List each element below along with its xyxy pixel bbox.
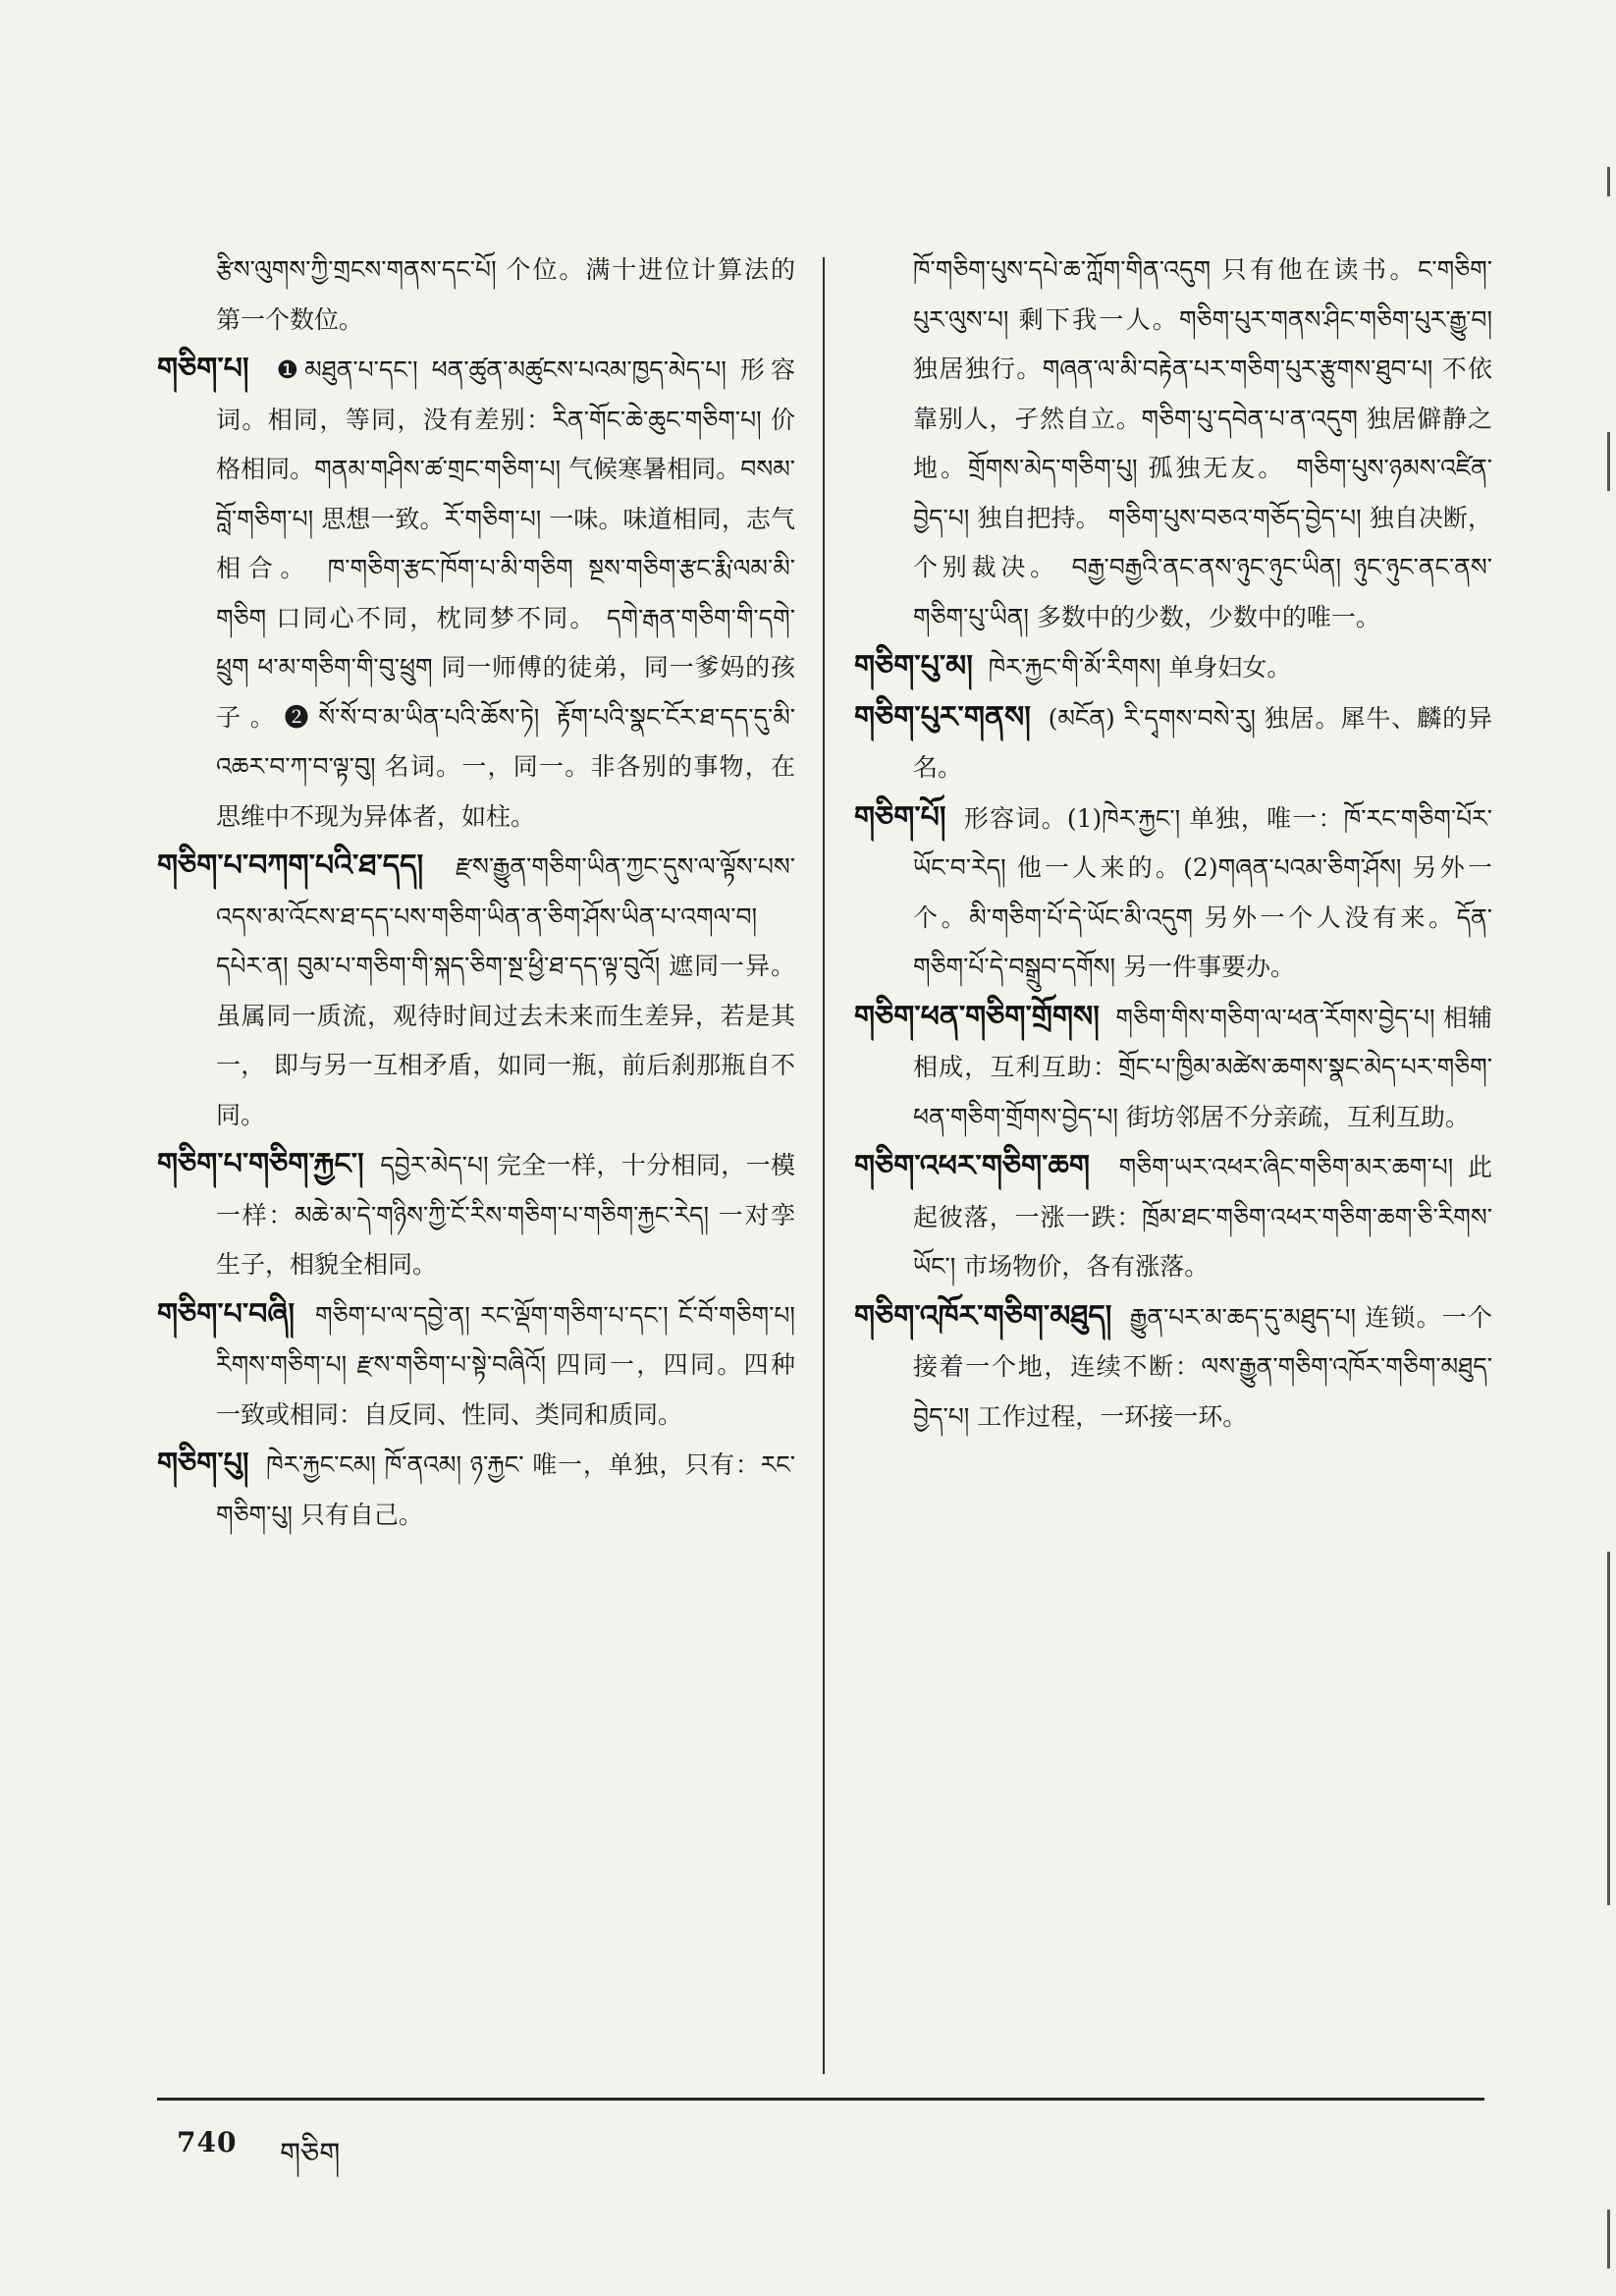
left-column xyxy=(157,246,795,1540)
entry xyxy=(854,693,1492,793)
headword: གཅིག་ཕན་གཅིག་གྲོགས། xyxy=(854,999,1100,1034)
headword: གཅིག་པོ། xyxy=(854,799,946,835)
running-head: གཅིག xyxy=(280,2137,341,2171)
entry-text: ཁེར་རྐྱང་གི་མོ་རིགས། 单身妇女。 xyxy=(988,653,1292,682)
entry xyxy=(157,345,795,842)
entry-text: གཅིག་པ་ལ་དབྱེ་ན། རང་ལྡོག་གཅིག་པ་དང་། ངོ་བོ་གཅིག་པ། རིགས་གཅིག་པ། རྫས་གཅིག་པ་སྟེ་བཞིའོ། 四同一，四同。四种一致或相同：自反同、性同、类同和质同。 xyxy=(216,1300,795,1429)
entry xyxy=(157,842,795,1140)
headword: གཅིག་པུ། xyxy=(157,1447,249,1481)
entry-text: གཅིག་ཡར་འཕར་ཞིང་གཅིག་མར་ཆག་པ། 此起彼落，一涨一跌：ཁྲོམ་ཐང་གཅིག་འཕར་གཅིག་ཆག་ཅི་རིགས་ཡོང་། 市场物价，各有涨落。 xyxy=(913,1153,1492,1281)
headword: གཅིག་པ། xyxy=(157,352,249,386)
column-divider xyxy=(823,257,825,2074)
entry-text: དབྱེར་མེད་པ། 完全一样，十分相同，一模一样：མཆེ་མ་དེ་གཉིས་ཀྱི་ངོ་རིས་གཅིག་པ་གཅིག་རྐྱང་རེད། 一对孪生子，相貌全相同。 xyxy=(216,1151,795,1279)
entry-text: (མངོན) རི་དྭགས་བསེ་རུ། 独居。犀牛、麟的异名。 xyxy=(913,703,1492,782)
entry xyxy=(157,1440,795,1540)
headword: གཅིག་པ་གཅིག་རྐྱང་། xyxy=(157,1147,364,1181)
right-column xyxy=(854,246,1492,1442)
headword: གཅིག་པ་བཞི། xyxy=(157,1296,296,1332)
entry-text: ཁོ་གཅིག་པུས་དཔེ་ཆ་ཀློག་གིན་འདུག 只有他在读书。ང་གཅིག་པུར་ལུས་པ། 剩下我一人。གཅིག་པུར་གནས་ཤིང་གཅིག་པུར་རྒྱུ་བ། 独居独行。གཞན་ལ་མི་བརྟེན་པར་གཅིག་པུར་རྩུགས་ཐུབ་པ། 不依靠别人，孑然自立。གཅིག་པུ་དབེན་པ་ན་འདུག 独居僻静之地。གྲོགས་མེད་གཅིག་པུ། 孤独无友。 གཅིག་པུས་ཉམས་འཛིན་བྱེད་པ། 独自把持。 གཅིག་པུས་བཅའ་གཅོད་བྱེད་པ། 独自决断，个别裁决。 བརྒྱ་བརྒྱའི་ནང་ནས་ཉུང་ཉུང་ཡིན། ཉུང་ཉུང་ནང་ནས་གཅིག་པུ་ཡིན། 多数中的少数，少数中的唯一。 xyxy=(913,255,1492,631)
footer-rule xyxy=(157,2098,1484,2101)
headword: གཅིག་འཁོར་གཅིག་མཐུད། xyxy=(854,1298,1112,1334)
entry xyxy=(854,993,1492,1143)
entry xyxy=(157,1140,795,1290)
entry xyxy=(854,1292,1492,1443)
entry-text: གཅིག་གིས་གཅིག་ལ་ཕན་རོགས་བྱེད་པ། 相辅相成，互利互助：གྲོང་པ་ཁྱིམ་མཚེས་ཆགས་སྣང་མེད་པར་གཅིག་ཕན་གཅིག་གྲོགས་བྱེད་པ། 街坊邻居不分亲疏，互利互助。 xyxy=(913,1003,1492,1131)
headword: གཅིག་པུ་མ། xyxy=(854,649,973,683)
entry-text: རྒྱུན་པར་མ་ཆད་དུ་མཐུད་པ། 连锁。一个接着一个地，连续不断：ལས་རྒྱུན་གཅིག་འཁོར་གཅིག་མཐུད་བྱེད་པ། 工作过程，一环接一环。 xyxy=(913,1302,1492,1431)
entry xyxy=(854,642,1492,693)
entry xyxy=(854,793,1492,993)
headword: གཅིག་འཕར་གཅིག་ཆག xyxy=(854,1149,1090,1183)
entry-text: རྩིས་ལུགས་ཀྱི་གྲངས་གནས་དང་པོ། 个位。满十进位计算法的第一个数位。 xyxy=(216,255,795,334)
page-edge-marks xyxy=(1596,0,1616,2296)
entry xyxy=(157,1290,795,1441)
entry-text: ❶མཐུན་པ་དང་། ཕན་ཚུན་མཚུངས་པའམ་ཁྱད་མེད་པ། 形容词。相同，等同，没有差别：རིན་གོང་ཆེ་ཆུང་གཅིག་པ། 价格相同。གནམ་གཤིས་ཚ་གྲང་གཅིག་པ། 气候寒暑相同。བསམ་བློ་གཅིག་པ། 思想一致。རོ་གཅིག་པ། 一味。味道相同，志气相合。 ཁ་གཅིག་རྩང་ཁོག་པ་མི་གཅིག སྔས་གཅིག་རྩང་རྨི་ལམ་མི་གཅིག 口同心不同，枕同梦不同。 དགེ་རྒན་གཅིག་གི་དགེ་ཕྲུག ཕ་མ་གཅིག་གི་བུ་ཕྲུག 同一师傅的徒弟，同一爹妈的孩子。❷སོ་སོ་བ་མ་ཡིན་པའི་ཆོས་ཏེ། རྟོག་པའི་སྣང་ངོར་ཐ་དད་དུ་མི་འཆར་བ་ཀ་བ་ལྟ་བུ། 名词。一，同一。非各别的事物，在思维中不现为异体者，如柱。 xyxy=(216,355,795,831)
headword: གཅིག་པུར་གནས། xyxy=(854,699,1031,735)
page-number: 740 xyxy=(177,2126,238,2159)
entry xyxy=(854,246,1492,642)
entry-text: ཁེར་རྐྱང་ངམ། ཁོ་ནའམ། ཉ་རྐྱང་ 唯一，单独，只有：རང་གཅིག་པུ། 只有自己。 xyxy=(216,1450,795,1529)
headword: གཅིག་པ་བཀག་པའི་ཐ་དད། xyxy=(157,848,424,883)
entry-text: རྫས་རྒྱུན་གཅིག་ཡིན་ཀྱང་དུས་ལ་ལྟོས་པས་འདས་མ་འོངས་ཐ་དད་པས་གཅིག་ཡིན་ན་ཅིག་ཤོས་ཡིན་པ་འགལ་བ། དཔེར་ན། བུམ་པ་གཅིག་གི་སྐད་ཅིག་སྔ་ཕྱི་ཐ་དད་ལྟ་བུའོ། 遮同一异。虽属同一质流，观待时间过去未来而生差异，若是其一， 即与另一互相矛盾，如同一瓶，前后刹那瓶自不同。 xyxy=(216,852,795,1129)
entry xyxy=(157,246,795,345)
entry xyxy=(854,1142,1492,1292)
entry-text: 形容词。(1)ཁེར་རྐྱང་། 单独，唯一：ཁོ་རང་གཅིག་པོར་ཡོང་བ་རེད། 他一人来的。(2)གཞན་པའམ་ཅིག་ཤོས། 另外一个。མི་གཅིག་པོ་དེ་ཡོང་མི་འདུག 另外一个人没有来。དོན་གཅིག་པོ་དེ་བསྒྲུབ་དགོས། 另一件事要办。 xyxy=(913,803,1492,981)
